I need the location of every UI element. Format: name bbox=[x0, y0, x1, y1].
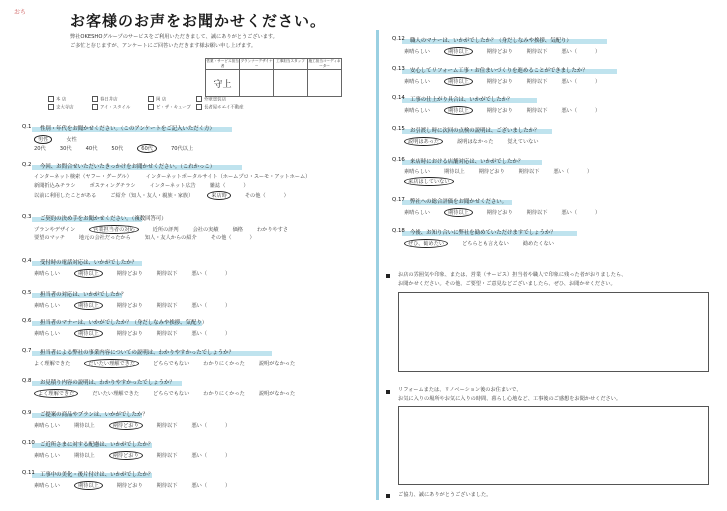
answer-option[interactable]: 女性 bbox=[66, 137, 77, 143]
answer-option[interactable]: 期待どおり bbox=[486, 49, 513, 55]
answer-option[interactable]: 悪い（ bbox=[191, 483, 208, 489]
answer-option[interactable]: 近所の評判 bbox=[152, 227, 179, 233]
answer-option[interactable]: 期待以下 bbox=[518, 169, 540, 175]
answer-option[interactable]: 素晴らしい bbox=[404, 108, 430, 114]
page-title: お客様のお声をお聞かせください。 bbox=[70, 12, 327, 30]
answer-option[interactable]: 素晴らしい bbox=[404, 210, 430, 216]
question-text: 今後、お知り合いに弊社を勧めていただけますでしょうか？ bbox=[410, 230, 556, 236]
answer-row bbox=[34, 301, 244, 310]
answer-option[interactable]: 以前に利用したことがある bbox=[34, 193, 97, 199]
answer-option[interactable]: 悪い（ bbox=[561, 49, 578, 55]
answer-option[interactable]: インターネット検索（ヤフー・グーグル） bbox=[34, 174, 132, 180]
store-option[interactable] bbox=[92, 96, 118, 104]
staff-header: 施工担当コーディネーター bbox=[308, 59, 341, 68]
question-text: 工事の仕上がり具合は、いかがでしたか？ bbox=[410, 97, 513, 103]
intro-line-1: 弊社OKESHOグループのサービスをご利用いただきまして、誠にありがとうございます。 bbox=[70, 34, 278, 40]
answer-option[interactable]: 勧めたくない bbox=[522, 241, 554, 247]
answer-row bbox=[34, 359, 309, 368]
store-label: 岡 店 bbox=[156, 97, 167, 103]
question-number: Q.12 bbox=[392, 36, 405, 42]
answer-option[interactable]: 期待以下 bbox=[156, 483, 178, 489]
store-option[interactable] bbox=[196, 104, 244, 112]
answer-option[interactable]: 期待どおり bbox=[109, 451, 143, 460]
answer-option[interactable]: ポスティングチラシ bbox=[89, 183, 136, 189]
answer-option[interactable]: 素晴らしい bbox=[404, 49, 430, 55]
answer-option[interactable]: 30代 bbox=[59, 146, 72, 152]
answer-option[interactable]: インターネットポータルサイト（ホームプロ・スーモ・アットホーム） bbox=[145, 174, 311, 180]
question-number: Q.2 bbox=[22, 162, 32, 168]
answer-row bbox=[34, 329, 244, 338]
answer-option[interactable]: 期待どおり bbox=[486, 108, 513, 114]
question-number: Q.3 bbox=[22, 214, 32, 220]
answer-option[interactable]: 男性 bbox=[34, 135, 52, 144]
question-text: 職人のマナーは、いかがでしたか？（身だしなみや挨拶、気配り） bbox=[410, 38, 572, 44]
answer-option[interactable]: 期待以上 bbox=[74, 329, 103, 338]
answer-option[interactable]: 期待どおり bbox=[109, 421, 143, 430]
checkbox-icon[interactable] bbox=[196, 104, 202, 110]
answer-option[interactable]: 悪い（ bbox=[553, 169, 570, 175]
answer-row bbox=[404, 47, 614, 56]
answer-option[interactable]: 来店時 bbox=[207, 191, 231, 200]
store-option[interactable] bbox=[148, 96, 166, 104]
question-text: 安心してリフォーム工事・お住まいづくりを進めることができましたか？ bbox=[410, 68, 588, 74]
answer-row bbox=[34, 269, 244, 278]
store-label: ビ・ザ・キューブ bbox=[156, 105, 191, 111]
footer-marker bbox=[386, 493, 393, 500]
question-text: ご近所さまに対する配慮は、いかがでしたか？ bbox=[40, 442, 154, 448]
checkbox-icon[interactable] bbox=[148, 96, 154, 102]
comment2-prompt-line1: リフォームまたは、リノベーション後のお住まいで、 bbox=[398, 387, 522, 393]
checkbox-icon[interactable] bbox=[148, 104, 154, 110]
store-option[interactable] bbox=[92, 104, 130, 112]
answer-option[interactable]: 期待以上 bbox=[74, 269, 103, 278]
answer-option[interactable]: 素晴らしい bbox=[34, 483, 60, 489]
question-number: Q.16 bbox=[392, 157, 405, 163]
answer-option[interactable]: 知人・友人からの紹介 bbox=[144, 235, 197, 241]
question-text: 受付時の電話対応は、いかがでしたか？ bbox=[40, 260, 138, 266]
comment1-prompt-line1: お店の雰囲気や印象、または、営業（サービス）担当者や職人で印象に残った者がおりましたら、 bbox=[398, 272, 627, 278]
answer-row bbox=[34, 191, 303, 200]
store-option[interactable] bbox=[196, 96, 226, 104]
answer-option[interactable]: 60代 bbox=[137, 144, 157, 153]
staff-table bbox=[205, 58, 342, 97]
comment1-marker bbox=[386, 273, 393, 280]
answer-row bbox=[34, 421, 244, 430]
answer-row bbox=[404, 137, 553, 146]
answer-option[interactable]: どちらとも言えない bbox=[462, 241, 509, 247]
answer-option[interactable]: 期待以下 bbox=[526, 108, 548, 114]
store-option[interactable] bbox=[48, 96, 66, 104]
question-text: 担当者のマナーは、いかがでしたか？（身だしなみや挨拶、気配り） bbox=[40, 320, 208, 326]
question-text: お見積り内容の説明は、わかりやすかったでしょうか？ bbox=[40, 380, 175, 386]
answer-option[interactable]: 素晴らしい bbox=[34, 303, 60, 309]
answer-option[interactable]: 期待以上 bbox=[444, 77, 473, 86]
answer-option[interactable]: 要望のマッチ bbox=[34, 235, 65, 241]
question-text: 弊社への総合評価をお聞かせください。 bbox=[410, 199, 508, 205]
question-text: 担当者の対応は、いかがでしたか？ bbox=[40, 292, 127, 298]
answer-option[interactable]: 期待以上 bbox=[444, 47, 473, 56]
comment1-textarea[interactable] bbox=[398, 292, 709, 372]
answer-option[interactable]: 素晴らしい bbox=[34, 331, 60, 337]
question-number: Q.8 bbox=[22, 378, 32, 384]
answer-option[interactable]: 説明はなかった bbox=[457, 139, 494, 145]
question-number: Q.17 bbox=[392, 197, 405, 203]
question-number: Q.6 bbox=[22, 318, 32, 324]
question-text: 性別・年代をお聞かせください。（このアンケートをご記入いただく方） bbox=[40, 126, 215, 132]
answer-row bbox=[404, 168, 606, 175]
answer-option[interactable]: ） bbox=[595, 210, 601, 216]
answer-option[interactable]: 営業担当者の対応 bbox=[89, 225, 139, 234]
answer-option[interactable]: 期待どおり bbox=[116, 271, 143, 277]
store-option[interactable] bbox=[148, 104, 191, 112]
answer-option[interactable]: 悪い（ bbox=[191, 453, 208, 459]
answer-option[interactable]: 期待以上 bbox=[73, 423, 95, 429]
checkbox-icon[interactable] bbox=[48, 104, 54, 110]
answer-option[interactable]: どちらでもない bbox=[153, 361, 190, 367]
answer-option[interactable]: 期待以下 bbox=[526, 210, 548, 216]
answer-option[interactable]: 40代 bbox=[85, 146, 98, 152]
staff-value[interactable] bbox=[308, 70, 342, 97]
answer-option[interactable]: 期待以上 bbox=[444, 208, 473, 217]
answer-option[interactable]: 説明はあった bbox=[404, 137, 443, 146]
answer-option[interactable]: 期待以下 bbox=[526, 79, 548, 85]
answer-row bbox=[34, 135, 91, 144]
answer-option[interactable]: 期待どおり bbox=[116, 331, 143, 337]
answer-option[interactable]: 期待以上 bbox=[74, 481, 103, 490]
answer-option[interactable]: 会社の実績 bbox=[192, 227, 219, 233]
answer-option[interactable]: 20代 bbox=[34, 146, 46, 152]
comment1-prompt-line2: お聞かせください。その他、ご要望・ご意見などございましたら、ぜひ、お聞かせください。 bbox=[398, 281, 616, 287]
stamp-mark: おち bbox=[14, 9, 27, 16]
answer-row bbox=[34, 225, 302, 234]
answer-option[interactable]: 説明がなかった bbox=[258, 361, 296, 367]
answer-option[interactable]: ） bbox=[225, 423, 231, 429]
answer-option[interactable]: 悪い（ bbox=[561, 210, 578, 216]
comment2-textarea[interactable] bbox=[398, 406, 709, 485]
answer-option[interactable]: 地元の会社だったから bbox=[78, 235, 131, 241]
answer-row bbox=[34, 389, 309, 398]
staff-value[interactable] bbox=[240, 70, 274, 97]
store-label: 外壁塗装店 bbox=[204, 97, 226, 103]
checkbox-icon[interactable] bbox=[48, 96, 54, 102]
comment2-marker bbox=[386, 389, 393, 396]
answer-option[interactable]: 説明がなかった bbox=[258, 391, 296, 397]
question-text: 担当者による弊社の事業内容についての説明は、わかりやすかったでしょうか？ bbox=[40, 350, 234, 356]
answer-option[interactable]: ） bbox=[587, 169, 593, 175]
answer-option[interactable]: 期待どおり bbox=[116, 303, 143, 309]
answer-option[interactable]: 悪い（ bbox=[191, 271, 208, 277]
answer-option[interactable]: 悪い（ bbox=[191, 331, 208, 337]
answer-option[interactable]: ） bbox=[225, 453, 231, 459]
answer-option[interactable]: ） bbox=[225, 331, 231, 337]
question-number: Q.15 bbox=[392, 126, 405, 132]
answer-option[interactable]: 素晴らしい bbox=[34, 423, 60, 429]
answer-option[interactable]: わかりにくかった bbox=[203, 391, 245, 397]
answer-option[interactable]: 悪い（ bbox=[561, 108, 578, 114]
answer-option[interactable]: 期待以上 bbox=[73, 453, 95, 459]
answer-row bbox=[404, 106, 614, 115]
answer-option[interactable]: 素晴らしい bbox=[34, 453, 60, 459]
answer-option[interactable]: わかりにくかった bbox=[203, 361, 245, 367]
answer-option[interactable]: 70代以上 bbox=[170, 146, 194, 152]
question-number: Q.1 bbox=[22, 124, 32, 130]
answer-option[interactable]: だいたい理解できた bbox=[92, 391, 140, 397]
answer-option[interactable]: ） bbox=[595, 79, 601, 85]
answer-option[interactable]: ） bbox=[249, 235, 255, 241]
staff-header: プランナーデザイナー bbox=[240, 59, 273, 68]
answer-option[interactable]: 期待以下 bbox=[156, 331, 178, 337]
answer-option[interactable]: 期待どおり bbox=[486, 79, 513, 85]
answer-option[interactable]: ） bbox=[225, 303, 231, 309]
answer-option[interactable]: その他（ bbox=[244, 193, 266, 199]
answer-option[interactable]: よく理解できた bbox=[34, 389, 78, 398]
question-text: 工事中の美化・後片付けは、いかがでしたか？ bbox=[40, 472, 154, 478]
column-divider bbox=[376, 30, 379, 500]
answer-option[interactable]: 素晴らしい bbox=[404, 79, 430, 85]
question-number: Q.7 bbox=[22, 348, 32, 354]
staff-header: 営業・サービス担当者 bbox=[206, 59, 239, 68]
question-number: Q.18 bbox=[392, 228, 405, 234]
answer-option[interactable]: 期待どおり bbox=[486, 210, 513, 216]
answer-row bbox=[34, 144, 207, 153]
question-text: お引渡し時に次回の点検の説明は、ございましたか？ bbox=[410, 128, 540, 134]
store-label: 春日井店 bbox=[100, 97, 118, 103]
answer-option[interactable]: ） bbox=[243, 183, 249, 189]
answer-row bbox=[34, 234, 269, 241]
question-number: Q.13 bbox=[392, 66, 405, 72]
answer-option[interactable]: 価格 bbox=[232, 227, 243, 233]
question-number: Q.4 bbox=[22, 258, 32, 264]
store-option[interactable] bbox=[48, 104, 74, 112]
answer-option[interactable]: 期待以下 bbox=[156, 453, 178, 459]
store-label: 支大寺店 bbox=[56, 105, 74, 111]
question-number: Q.14 bbox=[392, 95, 405, 101]
answer-option[interactable]: 50代 bbox=[111, 146, 124, 152]
question-text: ご契約の決め手をお聞かせください。（複数回答可） bbox=[40, 216, 167, 222]
footer-thanks: ご協力、誠にありがとうございました。 bbox=[398, 492, 492, 498]
answer-option[interactable]: 期待以上 bbox=[74, 301, 103, 310]
comment2-prompt-line2: お気に入りの場所やお気に入りの時間、暮らし心地など、工事後のご感想をお聞かせください。 bbox=[398, 396, 622, 402]
answer-option[interactable]: 来店はしていない bbox=[404, 177, 454, 186]
answer-option[interactable]: その他（ bbox=[210, 235, 232, 241]
question-number: Q.10 bbox=[22, 440, 35, 446]
intro-line-2: ご多忙と存じますが、アンケートにご回答いただきます様お願い申し上げます。 bbox=[70, 43, 257, 49]
answer-row bbox=[404, 177, 468, 186]
answer-row bbox=[404, 208, 614, 217]
answer-option[interactable]: ） bbox=[225, 483, 231, 489]
answer-option[interactable]: 悪い（ bbox=[191, 303, 208, 309]
question-text: 来店時における店舗対応は、いかがでしたか？ bbox=[410, 159, 524, 165]
question-text: ご提案の商品やプランは、いかがでしたか？ bbox=[40, 412, 148, 418]
answer-row bbox=[34, 182, 263, 189]
answer-row bbox=[34, 481, 244, 490]
answer-option[interactable]: よく理解できた bbox=[34, 361, 71, 367]
question-number: Q.9 bbox=[22, 410, 32, 416]
answer-option[interactable]: わかりやすさ bbox=[256, 227, 289, 233]
answer-option[interactable]: インターネット広告 bbox=[149, 183, 196, 189]
checkbox-icon[interactable] bbox=[92, 104, 98, 110]
store-label: アイ・スタイル bbox=[100, 105, 131, 111]
question-text: 今回、お問合せいただいたきっかけをお聞かせください。（これかっこ） bbox=[40, 164, 216, 170]
answer-option[interactable]: ） bbox=[225, 271, 231, 277]
staff-value[interactable]: 守上 bbox=[206, 70, 240, 97]
answer-row bbox=[404, 77, 614, 86]
answer-option[interactable]: ） bbox=[595, 49, 601, 55]
store-label: 長者屋ホエイ不動産 bbox=[204, 105, 244, 111]
answer-option[interactable]: だいたい理解できた bbox=[84, 359, 139, 368]
answer-option[interactable]: 期待どおり bbox=[116, 483, 143, 489]
answer-option[interactable]: 新聞折込みチラシ bbox=[34, 183, 76, 189]
answer-option[interactable]: ぜひ、勧めたい bbox=[404, 239, 448, 248]
answer-option[interactable]: 悪い（ bbox=[561, 79, 578, 85]
staff-header: 工事担当スタッフ bbox=[274, 59, 308, 70]
store-label: 本 店 bbox=[56, 97, 67, 103]
answer-option[interactable]: プランやデザイン bbox=[34, 227, 76, 233]
answer-option[interactable]: どちらでもない bbox=[153, 391, 190, 397]
question-number: Q.5 bbox=[22, 290, 32, 296]
answer-option[interactable]: 期待どおり bbox=[478, 169, 505, 175]
answer-option[interactable]: 期待以上 bbox=[444, 106, 473, 115]
answer-row bbox=[34, 173, 324, 180]
answer-option[interactable]: 覚えていない bbox=[507, 139, 539, 145]
answer-option[interactable]: ） bbox=[283, 193, 289, 199]
answer-option[interactable]: 素晴らしい bbox=[404, 169, 430, 175]
checkbox-icon[interactable] bbox=[92, 96, 98, 102]
checkbox-icon[interactable] bbox=[196, 96, 202, 102]
staff-value[interactable] bbox=[274, 70, 308, 97]
answer-option[interactable]: 期待以下 bbox=[156, 271, 178, 277]
answer-row bbox=[404, 239, 568, 248]
answer-option[interactable]: 雑誌（ bbox=[209, 183, 226, 189]
answer-option[interactable]: 素晴らしい bbox=[34, 271, 60, 277]
answer-option[interactable]: ご紹介（知人・友人・親族・家族） bbox=[110, 193, 194, 199]
answer-option[interactable]: 期待以下 bbox=[156, 423, 178, 429]
answer-option[interactable]: 期待以下 bbox=[156, 303, 178, 309]
answer-option[interactable]: ） bbox=[595, 108, 601, 114]
answer-option[interactable]: 悪い（ bbox=[191, 423, 208, 429]
answer-row bbox=[34, 451, 244, 460]
answer-option[interactable]: 期待以上 bbox=[443, 169, 465, 175]
question-number: Q.11 bbox=[22, 470, 35, 476]
answer-option[interactable]: 期待以下 bbox=[526, 49, 548, 55]
